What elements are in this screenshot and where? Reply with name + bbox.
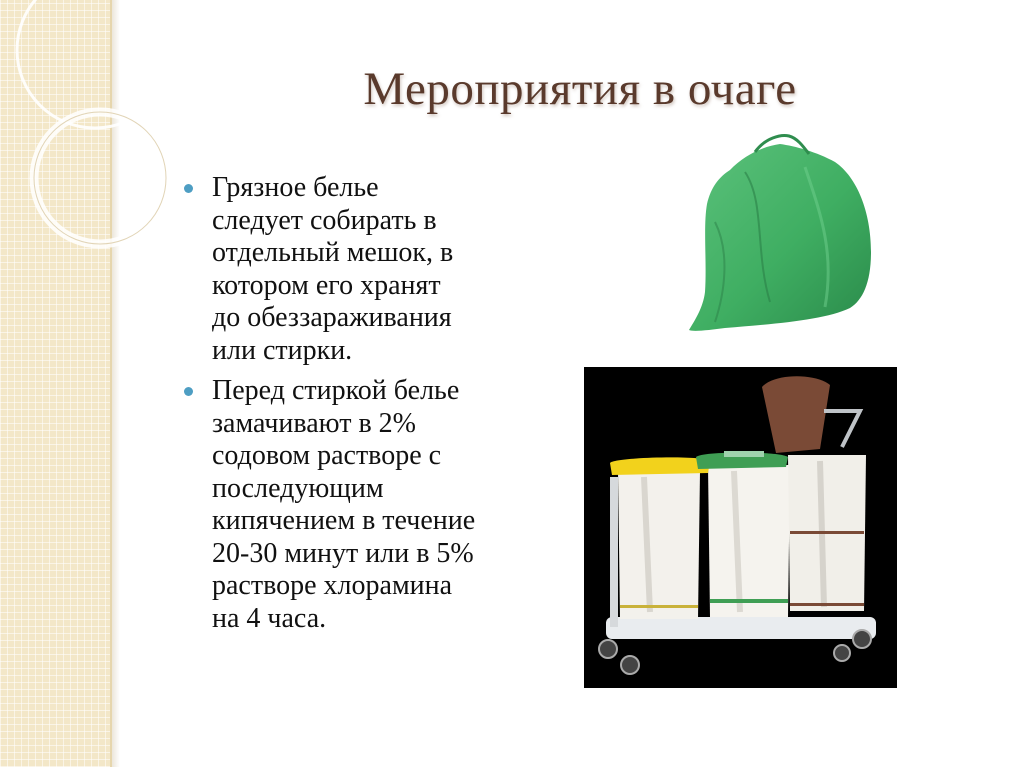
- decorative-rings: [0, 0, 200, 260]
- bag-body: [689, 144, 871, 331]
- laundry-bag-image: [685, 132, 875, 337]
- cart-wheel: [834, 645, 850, 661]
- bullet-line: отдельный мешок, в: [212, 237, 454, 268]
- brown-band: [790, 531, 864, 534]
- decorative-ring-bottom: [34, 112, 166, 244]
- yellow-band: [620, 605, 698, 608]
- cart-frame-left: [610, 477, 618, 627]
- bullet-line: котором его хранят: [212, 269, 441, 301]
- laundry-carts-image: [584, 367, 897, 688]
- bullet-item-dirty-laundry: [180, 172, 575, 367]
- bullet-line: или стирки.: [212, 334, 353, 366]
- bullet-line: Грязное белье: [212, 172, 379, 203]
- bullet-line: Перед стиркой белье: [212, 375, 460, 406]
- bullet-item-soaking: [180, 375, 575, 635]
- slide-title: Мероприятия в очаге: [363, 63, 797, 115]
- bullet-line: следует собирать в: [212, 204, 437, 236]
- cart-wheel: [621, 656, 639, 674]
- bullet-line: замачивают в 2%: [212, 407, 416, 439]
- green-band: [710, 599, 788, 603]
- bullet-line: на 4 часа.: [212, 602, 327, 634]
- bullet-marker-icon: [184, 387, 193, 396]
- brown-band: [790, 603, 864, 606]
- cart-wheel: [599, 640, 617, 658]
- cart-base: [606, 617, 876, 639]
- bullet-line: 20-30 минут или в 5%: [212, 537, 474, 569]
- bullet-list: [180, 172, 575, 643]
- yellow-lid: [610, 457, 710, 475]
- white-bag-middle: [708, 465, 790, 617]
- bullet-marker-icon: [184, 184, 193, 193]
- bullet-line: последующим: [212, 472, 384, 504]
- bullet-line: растворе хлорамина: [212, 570, 453, 601]
- bullet-line: содовом растворе с: [212, 440, 442, 471]
- bullet-line: кипячением в течение: [212, 505, 476, 536]
- white-bag-left: [618, 471, 700, 619]
- cart-wheel: [853, 630, 871, 648]
- green-lid-top: [724, 451, 764, 457]
- bullet-line: до обеззараживания: [212, 302, 452, 333]
